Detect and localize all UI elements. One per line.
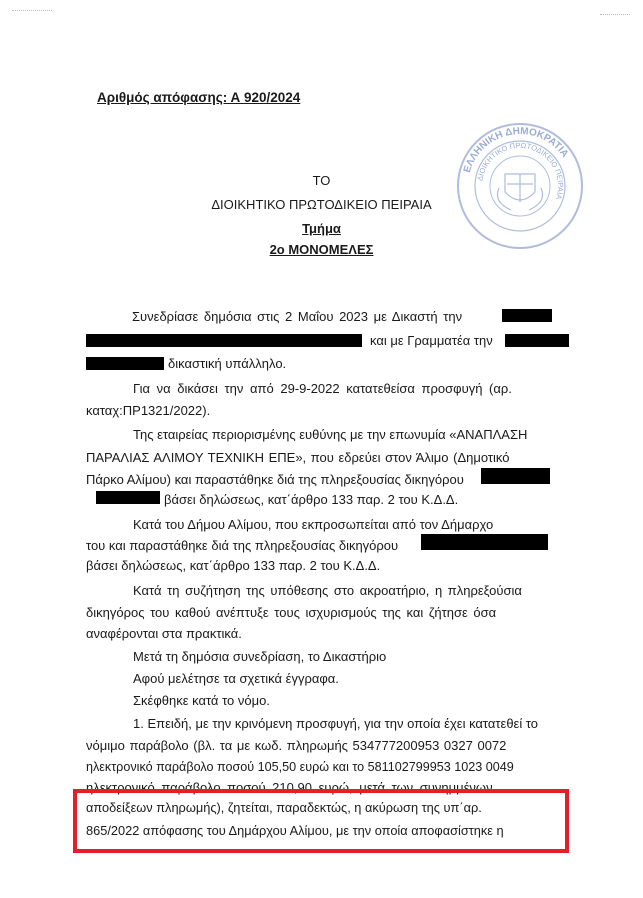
body-line: Κατά τη συζήτηση της υπόθεσης στο ακροατήριο, η πληρεξούσια xyxy=(133,583,522,598)
redaction xyxy=(421,534,548,550)
body-line: δικαστική υπάλληλο. xyxy=(168,356,287,371)
scan-artifact xyxy=(12,10,52,11)
body-line: ΠΑΡΑΛΙΑΣ ΑΛΙΜΟΥ ΤΕΧΝΙΚΗ ΕΠΕ», που εδρεύει στον Άλιμο (Δημοτικό xyxy=(86,450,510,465)
redaction xyxy=(96,491,160,504)
decision-number: Αριθμός απόφασης: Α 920/2024 xyxy=(97,90,301,105)
body-line: Σκέφθηκε κατά το νόμο. xyxy=(133,693,270,708)
court-name: ΔΙΟΙΚΗΤΙΚΟ ΠΡΩΤΟΔΙΚΕΙΟ ΠΕΙΡΑΙΑ xyxy=(211,197,432,212)
body-line: νόμιμο παράβολο (βλ. τα με κωδ. πληρωμής 534777200953 0327 0072 xyxy=(86,738,507,753)
redaction xyxy=(505,334,569,347)
body-line: δικηγόρος του καθού ανέπτυξε τους ισχυρισμούς της και ζήτησε όσα xyxy=(86,605,497,620)
body-line: Αφού μελέτησε τα σχετικά έγγραφα. xyxy=(133,671,339,686)
body-line: ηλεκτρονικό παράβολο ποσού 105,50 ευρώ και το 581102799953 1023 0049 xyxy=(86,760,514,774)
body-line: Μετά τη δημόσια συνεδρίαση, το Δικαστήριο xyxy=(133,649,387,664)
body-line: αναφέρονται στα πρακτικά. xyxy=(86,626,242,641)
body-line: βάσει δηλώσεως, κατ΄άρθρο 133 παρ. 2 του Κ.Δ.Δ. xyxy=(164,492,459,507)
highlight-box xyxy=(73,789,569,853)
scan-artifact xyxy=(600,14,630,15)
body-line: ηλεκτρονικό παράβολο ποσού 210,90 ευρώ, μετά των συνημμένων xyxy=(86,780,493,795)
svg-text:ΔΙΟΙΚΗΤΙΚΟ ΠΡΩΤΟΔΙΚΕΙΟ ΠΕΙΡΑΙΑ: ΔΙΟΙΚΗΤΙΚΟ ΠΡΩΤΟΔΙΚΕΙΟ ΠΕΙΡΑΙΑ xyxy=(475,140,566,201)
highlighted-line: 865/2022 απόφασης του Δημάρχου Αλίμου, με την οποία αποφασίστηκε η xyxy=(86,823,504,838)
body-line: καταχ:ΠΡ1321/2022). xyxy=(86,403,211,418)
body-line: Πάρκο Αλίμου) και παραστάθηκε διά της πληρεξουσίας δικηγόρου xyxy=(86,472,464,487)
redaction xyxy=(502,309,552,322)
redaction xyxy=(481,468,550,484)
body-line: Κατά του Δήμου Αλίμου, που εκπροσωπείται από τον Δήμαρχο xyxy=(133,517,494,532)
highlighted-line: αποδείξεων πληρωμής), ζητείται, παραδεκτώς, η ακύρωση της υπ΄αρ. xyxy=(86,800,482,815)
redaction xyxy=(86,357,164,370)
body-line: Της εταιρείας περιορισμένης ευθύνης με την επωνυμία «ΑΝΑΠΛΑΣΗ xyxy=(133,427,528,442)
svg-text:ΕΛΛΗΝΙΚΗ ΔΗΜΟΚΡΑΤΙΑ: ΕΛΛΗΝΙΚΗ ΔΗΜΟΚΡΑΤΙΑ xyxy=(461,125,571,175)
body-line: βάσει δηλώσεως, κατ΄άρθρο 133 παρ. 2 του Κ.Δ.Δ. xyxy=(86,558,381,573)
body-line: Για να δικάσει την από 29-9-2022 κατατεθείσα προσφυγή (αρ. xyxy=(133,381,512,396)
section-label: Τμήμα xyxy=(302,221,341,236)
body-line: 1. Επειδή, με την κρινόμενη προσφυγή, για την οποία έχει κατατεθεί το xyxy=(133,716,539,731)
body-line: και με Γραμματέα την xyxy=(370,333,493,348)
body-line: Συνεδρίασε δημόσια στις 2 Μαΐου 2023 με Δικαστή την xyxy=(132,309,463,324)
title-to: ΤΟ xyxy=(312,173,331,188)
body-line: του και παραστάθηκε διά της πληρεξουσίας δικηγόρου xyxy=(86,538,399,553)
redaction xyxy=(86,334,362,347)
chamber-label: 2ο ΜΟΝΟΜΕΛΕΣ xyxy=(269,242,374,257)
